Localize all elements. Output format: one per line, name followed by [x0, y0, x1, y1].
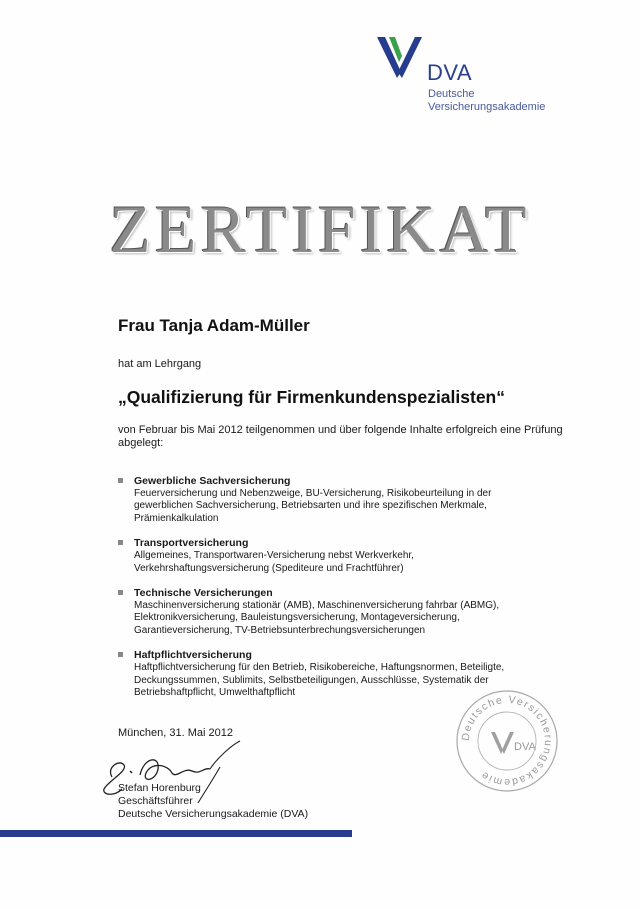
- dva-v-logo-icon: [375, 34, 425, 80]
- certificate-title: ZERTIFIKAT: [109, 191, 531, 267]
- course-description: von Februar bis Mai 2012 teilgenommen und über folgende Inhalte erfolgreich eine Prüfung abgelegt:: [118, 424, 563, 449]
- topic-list: [118, 475, 548, 711]
- topic-text: Allgemeines, Transportwaren-Versicherung nebst Werkverkehr, Verkehrshaftungsversicherung (Spediteure und Frachtführer): [134, 550, 414, 574]
- logo-name: DVA: [427, 60, 473, 85]
- topic-item: [118, 587, 548, 637]
- place-date: München, 31. Mai 2012: [118, 727, 233, 739]
- recipient-name: Frau Tanja Adam-Müller: [118, 316, 310, 335]
- topic-text: Maschinenversicherung stationär (AMB), Maschinenversicherung fahrbar (ABMG), Elektronikversicherung, Bauleistungsversicherung, Montageversicherung, Garantieversicherung, TV-Betriebsunterbrechungsversicherungen: [134, 600, 500, 636]
- seal-icon: [454, 688, 560, 794]
- course-title: „Qualifizierung für Firmenkundenspezialisten“: [118, 387, 505, 407]
- topic-title: Transportversicherung: [134, 537, 249, 550]
- logo-subtitle: Deutsche Versicherungsakademie: [428, 88, 546, 113]
- seal-center-text: DVA: [514, 741, 536, 753]
- dva-logo: [375, 34, 575, 114]
- bullet-icon: [118, 652, 123, 657]
- topic-item: [118, 537, 548, 575]
- signer-name: Stefan Horenburg: [118, 782, 201, 794]
- topic-title: Gewerbliche Sachversicherung: [134, 475, 291, 487]
- topic-text: Haftpflichtversicherung für den Betrieb, Risikobereiche, Haftungsnormen, Beteiligte, Deckungssummen, Sublimits, Selbstbeteiligungen, Ausschlüsse, Systematik der Betriebshaftpflicht, Umwelthaftpflicht: [134, 662, 505, 699]
- signer-block: [118, 782, 308, 821]
- bullet-icon: [118, 540, 123, 545]
- bullet-icon: [118, 478, 123, 483]
- bottom-bar: [0, 830, 352, 837]
- topic-item: [118, 475, 548, 525]
- bullet-icon: [118, 590, 123, 595]
- topic-text: Feuerversicherung und Nebenzweige, BU-Versicherung, Risikobeurteilung in der gewerblichen Sachversicherung, Betriebsarten und ihre spezifischen Merkmale, Prämienkalkulation: [134, 488, 492, 524]
- topic-title: Technische Versicherungen: [134, 587, 273, 600]
- seal-ring-text: Deutsche Versicherungsakademie: [459, 693, 555, 789]
- topic-title: Haftpflichtversicherung: [134, 649, 252, 662]
- signer-role: Geschäftsführer: [118, 795, 193, 807]
- intro-text: hat am Lehrgang: [118, 358, 202, 370]
- signer-organization: Deutsche Versicherungsakademie (DVA): [118, 808, 309, 820]
